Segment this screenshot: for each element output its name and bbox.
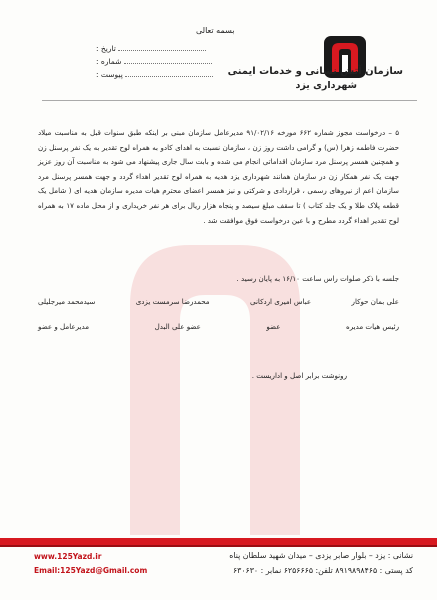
signatory-name-2: محمدرضا سرمست یزدی (135, 297, 210, 306)
number-field (96, 57, 246, 66)
attachment-dots (125, 76, 213, 77)
basmala: بسمه تعالی (196, 26, 235, 35)
copy-certification: رونوشت برابر اصل و اداریست . (251, 371, 347, 380)
footer-dark-bar (0, 545, 437, 547)
footer-website: www.125Yazd.ir (34, 552, 102, 561)
date-field (96, 44, 246, 53)
signatory-names-row (38, 297, 399, 306)
footer-red-bar (0, 538, 437, 545)
signatory-title-1: مدیرعامل و عضو (38, 322, 89, 331)
number-dots (124, 63, 212, 64)
closing-line: جلسه با ذکر صلوات راس ساعت ۱۶/۱۰ به پایان رسید . (236, 274, 399, 283)
signatory-name-3: عباس امیری اردکانی (250, 297, 312, 306)
minutes-paragraph: ۵ – درخواست مجوز شماره ۶۶۲ مورخه ۹۱/۰۲/۱۶ مدیرعامل سازمان مبنی بر اینکه طبق سنوات قبل به مناسبت میلاد حضرت فاطمه زهرا (س) و گرامی داشت روز زن ، سازمان نسبت به اهدای کادو به همراه لوح تقدیر به یک نفر پرسنل زن و همچنین همسر پرسنل مرد سازمان اقداماتی انجام می شده و بابت سال جاری پیشنهاد می شود به مناسبت آن روز عزیز جهت یک نفر همکار زن در سازمان همانند شهرداری یزد هدیه به همراه لوح تقدیر اهداء گردد و جهت همسر پرسنل مرد سازمان اعم از نیروهای رسمی ، قراردادی و شرکتی و نیز همسر اعضای محترم هیات مدیره سازمان هدیه ای ( شامل یک قطعه پلاک طلا و یک جلد کتاب ) تا سقف مبلغ سیصد و پنجاه هزار ریال برای هر نفر خریداری و از محل ماده ۱۷ به همراه لوح تقدیر اهداء گردد مطرح و با عین درخواست فوق موافقت شد . (38, 128, 400, 225)
footer-address: نشانی : یزد – بلوار صابر یزدی – میدان شهید سلطان پناه (229, 551, 413, 560)
attachment-field (96, 70, 246, 79)
organization-name: سازمان آتش نشانی و خدمات ایمنی (227, 66, 403, 77)
footer-email: Email:125Yazd@Gmail.com (34, 566, 148, 575)
header-divider (42, 100, 417, 101)
municipality-name: شهرداری یزد (295, 80, 357, 91)
signatory-title-4: رئیس هیات مدیره (346, 322, 399, 331)
signatory-name-1: سیدمحمد میرجلیلی (38, 297, 96, 306)
attachment-label: پیوست : (96, 70, 123, 79)
number-label: شماره : (96, 57, 122, 66)
date-label: تاریخ : (96, 44, 116, 53)
footer-contact-numbers: کد پستی : ۸۹۱۹۸۹۸۴۶۵ تلفن: ۶۲۵۶۶۶۵ نمابر : ۶۳۰۶۳۰ (232, 566, 413, 575)
date-dots (118, 50, 206, 51)
signatory-title-3: عضو (266, 322, 281, 331)
signatory-titles-row (38, 322, 399, 331)
signatory-title-2: عضو علی البدل (154, 322, 201, 331)
signatory-name-4: علی بمان حوکار (351, 297, 399, 306)
